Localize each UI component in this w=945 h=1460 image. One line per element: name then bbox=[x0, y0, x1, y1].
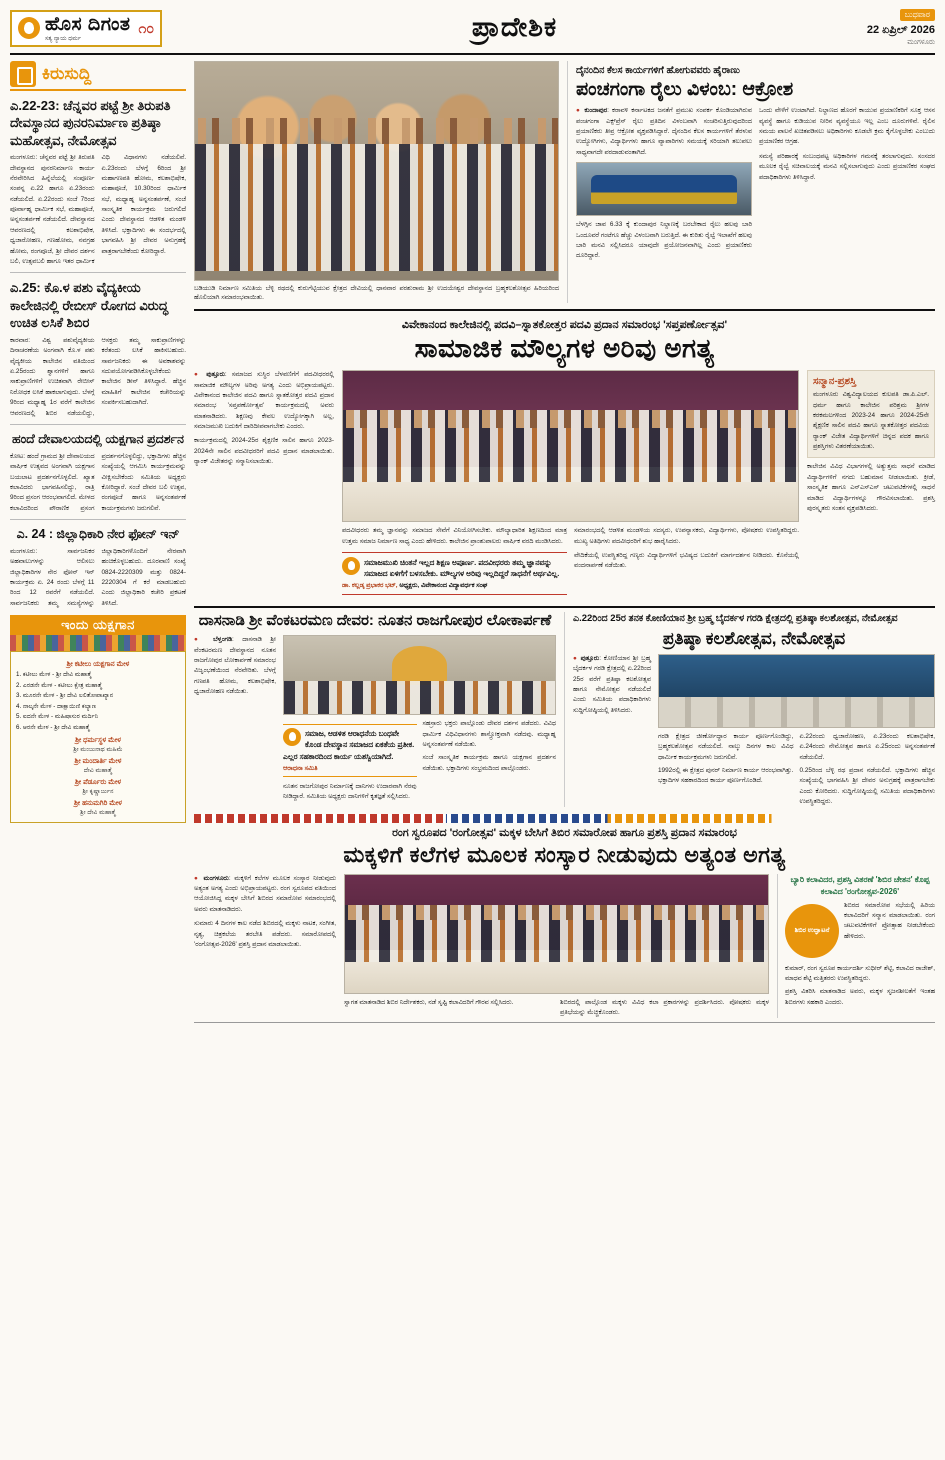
temple-body-3: ನೂತನ ರಾಜಗೋಪುರ ನಿರ್ಮಾಣಕ್ಕೆ ದಾನಿಗಳು ಉದಾರವಾಗಿ ನೆರವು ನೀಡಿದ್ದಾರೆ. ಸಮಿತಿಯ ಅಧ್ಯಕ್ಷರು ದಾನಿಗಳಿಗೆ ಕೃತಜ್ಞತೆ ಸಲ್ಲಿಸಿದರು. bbox=[283, 782, 417, 801]
bottom-story: ರಂಗ ಸ್ವರೂಪದ 'ರಂಗೋತ್ಸವ' ಮಕ್ಕಳ ಬೇಸಿಗೆ ತಿಬಿರ ಸಮಾರೋಪ ಹಾಗೂ ಪ್ರಶಸ್ತಿ ಪ್ರದಾನ ಸಮಾರಂಭ ಮಕ್ಕಳಿಗೆ ಕಲೆಗಳ ಮೂಲಕ ಸಂಸ್ಕಾರ ನೀಡುವುದು ಅತ್ಯಂತ ಅಗತ್ಯ ● ಮಂಗಳೂರು: ಮಕ್ಕಳಿಗೆ ಕಲೆಗಳ ಮೂಲಕ ಸಂಸ್ಕಾರ ನೀಡುವುದು ಅತ್ಯಂತ ಅಗತ್ಯ ಎಂದು ಅಭಿಪ್ರಾಯಪಟ್ಟರು. ರಂಗ ಸ್ವರೂಪದ ವತಿಯಿಂದ ಆಯೋಜಿಸಿದ್ದ ಮಕ್ಕಳ ಬೇಸಿಗೆ ಶಿಬಿರದ ಸಮಾರೋಪ ಸಮಾರಂಭದಲ್ಲಿ ಅವರು ಮಾತನಾಡಿದರು. ಸುಮಾರು 4 ದಿನಗಳ ಕಾಲ ನಡೆದ ಶಿಬಿರದಲ್ಲಿ ಮಕ್ಕಳು ನಾಟಕ, ಸಂಗೀತ, ನೃತ್ಯ, ಚಿತ್ರಕಲೆಯ ತರಬೇತಿ ಪಡೆದರು. ಸಮಾರೋಪದಲ್ಲಿ 'ರಂಗೋತ್ಸವ-2026' ಪ್ರಶಸ್ತಿ ಪ್ರದಾನ ಮಾಡಲಾಯಿತು. ಸ್ವಾಗತ ಮಾತನಾಡಿದ ಶಿಬಿರ ನಿರ್ದೇಶಕರು, ನಡೆ ಸೃಷ್ಟಿ ಕಲಾವಿದರಿಗೆ ಗೌರವ ಸಲ್ಲಿಸಿದರು. ಶಿಬಿರದಲ್ಲಿ ಪಾಲ್ಗೊಂಡ ಮಕ್ಕಳು ವಿವಿಧ ಕಲಾ ಪ್ರಕಾರಗಳನ್ನು ಪ್ರದರ್ಶಿಸಿದರು. ಪೋಷಕರು ಮಕ್ಕಳ ಪ್ರತಿಭೆಯನ್ನು ಮೆಚ್ಚಿಕೊಂಡರು. ಬ್ಯಾರಿ ಕಲಾವಿದರ, ಪ್ರಶಸ್ತಿ ವಿತರಣೆ 'ಶಿಬಿರ ಚೇತನ' ಕೊಪ್ಪ ಕಲಾವಿದ 'ರಂಗೋತ್ಸವ-2026' ಶಿಬಿರ ಉದ್ಘಾಟನೆ ಶಿಬಿರದ ಸಮಾರೋಪ ಸಭೆಯಲ್ಲಿ ಹಿರಿಯ ಕಲಾವಿದರಿಗೆ ಸನ್ಮಾನ ಮಾಡಲಾಯಿತು. ರಂಗ ಚಟುವಟಿಕೆಗಳಿಗೆ ಪ್ರೋತ್ಸಾಹ ನೀಡಬೇಕೆಂದು ಹೇಳಿದರು. ಕುಮಾರ್, ರಂಗ ಸ್ವರೂಪ ಕಾರ್ಯದರ್ಶಿ ಸುಧೀರ್ ಶೆಟ್ಟಿ, ಕಲಾವಿದ ರಾಜೇಶ್, ಮಾಧವ ಶೆಟ್ಟಿ ಮತ್ತಿತರರು ಉಪಸ್ಥಿತರಿದ್ದರು. ಪ್ರಶಸ್ತಿ ವಿತರಿಸಿ ಮಾತನಾಡಿದ ಅವರು, ಮಕ್ಕಳ ಸೃಜನಶೀಲತೆಗೆ ಇಂತಹ ಶಿಬಿರಗಳು ಸಹಕಾರಿ ಎಂದರು. bbox=[194, 827, 935, 1018]
main-headline[interactable]: ಸಾಮಾಜಿಕ ಮೌಲ್ಯಗಳ ಅರಿವು ಅಗತ್ಯ bbox=[414, 333, 715, 364]
main-body-3: ಕಾರ್ಯಕ್ರಮದಲ್ಲಿ 2024-25ರ ಶೈಕ್ಷಣಿಕ ಸಾಲಿನ ಹಾಗೂ 2023-2024ನೇ ಸಾಲಿನ ಪದವೀಧರರಿಗೆ ಪದವಿ ಪ್ರದಾನ ಮಾಡಲಾಯಿತು. ರ‍್ಯಾಂಕ್ ವಿಜೇತರನ್ನು ಸನ್ಮಾನಿಸಲಾಯಿತು. bbox=[194, 437, 334, 466]
content-row-middle bbox=[194, 606, 935, 807]
masthead bbox=[10, 8, 935, 55]
bottom-right-block bbox=[777, 874, 935, 1019]
kalasha-body-1: : ಕೋಣಿಯಾನ ಶ್ರೀ ಬ್ರಹ್ಮ ಬೈದರ್ಕಳ ಗರಡಿ ಕ್ಷೇತ್ರದಲ್ಲಿ ಏ.22ರಿಂದ 25ರ ವರೆಗೆ ಪ್ರತಿಷ್ಠಾ ಕಲಶೋತ್ಸವ ಹಾಗೂ ನೇಮೋತ್ಸವ ನಡೆಯಲಿದೆ ಎಂದು ಸಮಿತಿಯ ಪದಾಧಿಕಾರಿಗಳು ಸುದ್ದಿಗೋಷ್ಠಿಯಲ್ಲಿ ತಿಳಿಸಿದರು. bbox=[573, 654, 652, 714]
brief-body-4: ಮಂಗಳೂರು: ಸಾರ್ವಜನಿಕರ ಅಹವಾಲುಗಳನ್ನು ಆಲಿಸಲು ಜಿಲ್ಲಾಧಿಕಾರಿಗಳ ನೇರ ಫೋನ್ ಇನ್ ಕಾರ್ಯಕ್ರಮ ಏ. 24 ರಂದು ಬೆಳಗ್ಗೆ 11 ರಿಂದ 12 ರವರೆಗೆ ನಡೆಯಲಿದೆ. ಸಾರ್ವಜನಿಕರು ತಮ್ಮ ಸಮಸ್ಯೆಗಳನ್ನು ಜಿಲ್ಲಾಧಿಕಾರಿಗಳೊಂದಿಗೆ ನೇರವಾಗಿ ಹಂಚಿಕೊಳ್ಳಬಹುದು. ದೂರವಾಣಿ ಸಂಖ್ಯೆ 0824-2220309 ಮತ್ತು 0824-2220304 ಗೆ ಕರೆ ಮಾಡಬಹುದು ಎಂದು ಜಿಲ್ಲಾಧಿಕಾರಿ ಕಚೇರಿ ಪ್ರಕಟಣೆ ತಿಳಿಸಿದೆ. bbox=[10, 547, 186, 607]
rail-body-1: : ಕರಾವಳಿ ಕರ್ನಾಟಕದ ಜನತೆಗೆ ಪ್ರಮುಖ ಸಂಪರ್ಕ ಕೊಂಡಿಯಾಗಿರುವ ಪಂಚಗಂಗಾ ಎಕ್ಸ್‌ಪ್ರೆಸ್ ರೈಲು ಪ್ರತಿದಿನ ವಿಳಂಬವಾಗಿ ಸಂಚರಿಸುತ್ತಿರುವುದರಿಂದ ಪ್ರಯಾಣಿಕರು ತೀವ್ರ ಆಕ್ರೋಶ ವ್ಯಕ್ತಪಡಿಸಿದ್ದಾರೆ. ದೈನಂದಿನ ಕೆಲಸ ಕಾರ್ಯಗಳಿಗೆ ತೆರಳುವ ಉದ್ಯೋಗಿಗಳು, ವಿದ್ಯಾರ್ಥಿಗಳು ಹಾಗೂ ವ್ಯಾಪಾರಿಗಳು ಸಮಯಕ್ಕೆ ಸರಿಯಾಗಿ ತಲುಪಲು ಸಾಧ್ಯವಾಗದೇ ಪರದಾಡುವಂತಾಗಿದೆ. bbox=[576, 107, 752, 156]
bottom-headline[interactable]: ಮಕ್ಕಳಿಗೆ ಕಲೆಗಳ ಮೂಲಕ ಸಂಸ್ಕಾರ ನೀಡುವುದು ಅತ್ಯಂತ ಅಗತ್ಯ bbox=[343, 842, 786, 868]
bottom-body-3: ಶಿಬಿರದಲ್ಲಿ ಪಾಲ್ಗೊಂಡ ಮಕ್ಕಳು ವಿವಿಧ ಕಲಾ ಪ್ರಕಾರಗಳನ್ನು ಪ್ರದರ್ಶಿಸಿದರು. ಪೋಷಕರು ಮಕ್ಕಳ ಪ್ರತಿಭೆಯನ್ನು ಮೆಚ್ಚಿಕೊಂಡರು. bbox=[560, 998, 769, 1017]
kalasha-body-5: 0.25ರಿಂದ ಬೆಳ್ಳಿ ರಥ ಪ್ರದಾನ ನಡೆಯಲಿದೆ. ಭಕ್ತಾದಿಗಳು ಹೆಚ್ಚಿನ ಸಂಖ್ಯೆಯಲ್ಲಿ ಭಾಗವಹಿಸಿ ಶ್ರೀ ದೇವರ ಅನುಗ್ರಹಕ್ಕೆ ಪಾತ್ರರಾಗಬೇಕು ಎಂದು ಕೋರಿದರು. ಸುದ್ದಿಗೋಷ್ಠಿಯಲ್ಲಿ ಸಮಿತಿಯ ಪದಾಧಿಕಾರಿಗಳು ಉಪಸ್ಥಿತರಿದ್ದರು. bbox=[799, 766, 935, 806]
yakshagana-line-4: 4. ನಾಲ್ಕನೇ ಮೇಳ - ದಾಕ್ಷಾಯಿಣಿ ಕಲ್ಯಾಣ bbox=[16, 702, 97, 710]
pull-quote-text: ಸಮಾಜಮುಖಿ ಚಿಂತನೆ ಇಲ್ಲದ ಶಿಕ್ಷಣ ಅಪೂರ್ಣ. ಪದವೀಧರರು ತಮ್ಮ ಜ್ಞಾನವನ್ನು ಸಮಾಜದ ಏಳಿಗೆಗೆ ಬಳಸಬೇಕು. ಮೌಲ್ಯಗಳ ಅರಿವು ಇಲ್ಲದಿದ್ದರೆ ಸಾಧನೆಗೆ ಅರ್ಥವಿಲ್ಲ. bbox=[364, 557, 560, 579]
rail-photo bbox=[576, 162, 752, 216]
main-story bbox=[194, 309, 935, 600]
side-box-body-2: ಕಾಲೇಜಿನ ವಿವಿಧ ವಿಭಾಗಗಳಲ್ಲಿ ಅತ್ಯುತ್ತಮ ಸಾಧನೆ ಮಾಡಿದ ವಿದ್ಯಾರ್ಥಿಗಳಿಗೆ ನಗದು ಬಹುಮಾನ ನೀಡಲಾಯಿತು. ಕ್ರೀಡೆ, ಸಾಂಸ್ಕೃತಿಕ ಹಾಗೂ ಎನ್‌ಎಸ್‌ಎಸ್ ಚಟುವಟಿಕೆಗಳಲ್ಲಿ ಸಾಧನೆ ಮಾಡಿದ ವಿದ್ಯಾರ್ಥಿಗಳನ್ನೂ ಗೌರವಿಸಲಾಯಿತು. ಪ್ರಶಸ್ತಿ ಪುರಸ್ಕೃತರು ಸಂತಸ ವ್ಯಕ್ತಪಡಿಸಿದರು. bbox=[807, 463, 935, 512]
decor-colorbar bbox=[194, 814, 935, 823]
pull-quote-author: ಡಾ. ಕಲ್ಲಡ್ಕ ಪ್ರಭಾಕರ ಭಟ್, bbox=[342, 582, 398, 590]
yakshagana-group-2-title: ಶ್ರೀ ಮಂದಾರ್ತಿ ಮೇಳ bbox=[74, 758, 122, 766]
brief-headline-3[interactable]: ಹಂದೆ ದೇವಾಲಯದಲ್ಲಿ ಯಕ್ಷಗಾನ ಪ್ರದರ್ಶನ bbox=[11, 431, 185, 446]
rail-kicker: ದೈನಂದಿನ ಕೆಲಸ ಕಾರ್ಯಗಳಿಗೆ ಹೋಗುವವರು ಹೈರಾಣು bbox=[576, 64, 740, 76]
kalasha-story: ಎ.22ರಿಂದ 25ರ ತನಕ ಕೋಣಿಯಾನ ಶ್ರೀ ಬ್ರಹ್ಮ ಬೈದರ್ಕಳ ಗರಡಿ ಕ್ಷೇತ್ರದಲ್ಲಿ ಪ್ರತಿಷ್ಠಾ ಕಲಶೋತ್ಸವ, ನೇಮೋತ್ಸವ ಪ್ರತಿಷ್ಠಾ ಕಲಶೋತ್ಸವ, ನೇಮೋತ್ಸವ ● ಪುತ್ತೂರು: ಕೋಣಿಯಾನ ಶ್ರೀ ಬ್ರಹ್ಮ ಬೈದರ್ಕಳ ಗರಡಿ ಕ್ಷೇತ್ರದಲ್ಲಿ ಏ.22ರಿಂದ 25ರ ವರೆಗೆ ಪ್ರತಿಷ್ಠಾ ಕಲಶೋತ್ಸವ ಹಾಗೂ ನೇಮೋತ್ಸವ ನಡೆಯಲಿದೆ ಎಂದು ಸಮಿತಿಯ ಪದಾಧಿಕಾರಿಗಳು ಸುದ್ದಿಗೋಷ್ಠಿಯಲ್ಲಿ ತಿಳಿಸಿದರು. ಗರಡಿ ಕ್ಷೇತ್ರದ ಜೀರ್ಣೋದ್ಧಾರ ಕಾರ್ಯ ಪೂರ್ಣಗೊಂಡಿದ್ದು, ಬ್ರಹ್ಮಕಲಶೋತ್ಸವ ನಡೆಯಲಿದೆ. ನಾಲ್ಕು ದಿನಗಳ ಕಾಲ ವಿವಿಧ ಧಾರ್ಮಿಕ ಕಾರ್ಯಕ್ರಮಗಳು ಜರುಗಲಿವೆ. 1992ರಲ್ಲಿ ಈ ಕ್ಷೇತ್ರದ ಪುನರ್ ನಿರ್ಮಾಣ ಕಾರ್ಯ ಆರಂಭವಾಗಿತ್ತು. ಭಕ್ತಾದಿಗಳ ಸಹಕಾರದಿಂದ ಕಾರ್ಯ ಪೂರ್ಣಗೊಂಡಿದೆ. ಏ.22ರಂದು ಧ್ವಜಾರೋಹಣ, ಏ.23ರಂದು ಕಲಶಾಭಿಷೇಕ, ಏ.24ರಂದು ನೇಮೋತ್ಸವ ಹಾಗೂ ಏ.25ರಂದು ಅನ್ನಸಂತರ್ಪಣೆ ನಡೆಯಲಿದೆ. 0.25ರಿಂದ ಬೆಳ್ಳಿ ರಥ ಪ್ರದಾನ ನಡೆಯಲಿದೆ. ಭಕ್ತಾದಿಗಳು ಹೆಚ್ಚಿನ ಸಂಖ್ಯೆಯಲ್ಲಿ ಭಾಗವಹಿಸಿ ಶ್ರೀ ದೇವರ ಅನುಗ್ರಹಕ್ಕೆ ಪಾತ್ರರಾಗಬೇಕು ಎಂದು ಕೋರಿದರು. ಸುದ್ದಿಗೋಷ್ಠಿಯಲ್ಲಿ ಸಮಿತಿಯ ಪದಾಧಿಕಾರಿಗಳು ಉಪಸ್ಥಿತರಿದ್ದರು. bbox=[564, 612, 935, 807]
main-photo-block bbox=[342, 370, 799, 600]
brief-headline-2[interactable]: ಎ.25: ಕೊ.ಳ ಪಶು ವೈದ್ಯಕೀಯ ಕಾಲೇಜಿನಲ್ಲಿ ರೇಬೀಸ್ ರೋಗದ ವಿರುದ್ಧ ಉಚಿತ ಲಸಿಕೆ ಶಿಬಿರ bbox=[10, 280, 169, 331]
edition-place: ಮಂಗಳೂರು bbox=[907, 39, 935, 46]
brief-body-3: ಕೋಟ: ಹಂದೆ ಗ್ರಾಮದ ಶ್ರೀ ದೇವಾಲಯದ ವಾರ್ಷಿಕ ಉತ್ಸವದ ಅಂಗವಾಗಿ ಯಕ್ಷಗಾನ ಬಯಲಾಟ ಪ್ರದರ್ಶನಗೊಳ್ಳಲಿದೆ. ಖ್ಯಾತ ಕಲಾವಿದರು ಭಾಗವಹಿಸಲಿದ್ದು, ರಾತ್ರಿ 9ರಿಂದ ಪ್ರಸಂಗ ಆರಂಭವಾಗಲಿದೆ. ಮೇಳದ ಕಲಾವಿದರಿಂದ ಪೌರಾಣಿಕ ಪ್ರಸಂಗ ಪ್ರದರ್ಶನಗೊಳ್ಳಲಿದ್ದು, ಭಕ್ತಾದಿಗಳು ಹೆಚ್ಚಿನ ಸಂಖ್ಯೆಯಲ್ಲಿ ಆಗಮಿಸಿ ಕಾರ್ಯಕ್ರಮವನ್ನು ವೀಕ್ಷಿಸಬೇಕೆಂದು ಸಮಿತಿಯ ಅಧ್ಯಕ್ಷರು ಕೋರಿದ್ದಾರೆ. ಸಂಜೆ ದೇವರ ಬಲಿ ಉತ್ಸವ, ರಂಗಪೂಜೆ ಹಾಗೂ ಅನ್ನಸಂತರ್ಪಣೆ ಕಾರ್ಯಕ್ರಮಗಳು ಜರುಗಲಿವೆ. bbox=[10, 452, 186, 512]
brief-body-1: ಮಂಗಳೂರು: ಚೆನ್ನವರ ಪಟ್ಟೆ ಶ್ರೀ ತಿರುಪತಿ ದೇವಸ್ಥಾನದ ಪುನರನಿರ್ಮಾಣ ಕಾರ್ಯ ನೆರವೇರಿಸಿದ ಹಿನ್ನೆಲೆಯಲ್ಲಿ ಸಂಪೂರ್ಣ ಸಂಪನ್ನ ಏ.22 ಹಾಗೂ ಏ.23ರಂದು ನಡೆಯಲಿದೆ. ಏ.22ರಂದು ಸಂಜೆ 7ರಿಂದ ಪೂರ್ವಾಹ್ನ ಧಾರ್ಮಿಕ ಸಭೆ, ಮಹಾಪೂಜೆ, ಅನ್ನಸಂತರ್ಪಣೆ ನಡೆಯಲಿದೆ. ದೇವಸ್ಥಾನದ ಆವರಣದಲ್ಲಿ ಕಲಶಾಭಿಷೇಕ, ಧ್ವಜಾರೋಹಣ, ಗಣಹೋಮ, ನವಗ್ರಹ ಹೋಮ, ರಂಗಪೂಜೆ, ಶ್ರೀ ದೇವರ ದರ್ಶನ ಬಲಿ, ಉತ್ಸವಬಲಿ ಹಾಗೂ ಇತರ ಧಾರ್ಮಿಕ ವಿಧಿ ವಿಧಾನಗಳು ನಡೆಯಲಿವೆ. ಏ.23ರಂದು ಬೆಳಗ್ಗೆ 6ರಿಂದ ಶ್ರೀ ಮಹಾಗಣಪತಿ ಹೋಮ, ಕಲಶಾಭಿಷೇಕ, ಮಹಾಪೂಜೆ, 10.30ರಿಂದ ಧಾರ್ಮಿಕ ಸಭೆ, ಮಧ್ಯಾಹ್ನ ಅನ್ನಸಂತರ್ಪಣೆ, ಸಂಜೆ ಸಾಂಸ್ಕೃತಿಕ ಕಾರ್ಯಕ್ರಮ ಜರುಗಲಿದೆ ಎಂದು ದೇವಸ್ಥಾನದ ಆಡಳಿತ ಮಂಡಳಿ ತಿಳಿಸಿದೆ. ಭಕ್ತಾದಿಗಳು ಈ ಸಂದರ್ಭದಲ್ಲಿ ಭಾಗವಹಿಸಿ ಶ್ರೀ ದೇವರ ಅನುಗ್ರಹಕ್ಕೆ ಪಾತ್ರರಾಗಬೇಕೆಂದು ಕೋರಿದ್ದಾರೆ. bbox=[10, 154, 186, 265]
brief-icon bbox=[10, 61, 36, 87]
page-number: ೧೦ bbox=[138, 19, 155, 36]
rail-body-4: ಸಮಸ್ಯೆ ಪರಿಹಾರಕ್ಕೆ ಸಂಬಂಧಪಟ್ಟ ಅಧಿಕಾರಿಗಳ ಗಮನಕ್ಕೆ ತರಲಾಗುವುದು. ಸಂಸದರ ಮೂಲಕ ರೈಲ್ವೆ ಸಚಿವಾಲಯಕ್ಕೆ ಮನವಿ ಸಲ್ಲಿಸಲಾಗುವುದು ಎಂದು ಪ್ರಯಾಣಿಕರ ಸಂಘದ ಪದಾಧಿಕಾರಿಗಳು ತಿಳಿಸಿದ್ದಾರೆ. bbox=[759, 152, 935, 181]
kalasha-body-4: 1992ರಲ್ಲಿ ಈ ಕ್ಷೇತ್ರದ ಪುನರ್ ನಿರ್ಮಾಣ ಕಾರ್ಯ ಆರಂಭವಾಗಿತ್ತು. ಭಕ್ತಾದಿಗಳ ಸಹಕಾರದಿಂದ ಕಾರ್ಯ ಪೂರ್ಣಗೊಂಡಿದೆ. bbox=[658, 766, 794, 785]
yakshagana-group-2-name: ದೇವಿ ಮಹಾತ್ಮೆ bbox=[83, 767, 113, 775]
publication-date: 22 ಏಪ್ರಿಲ್ 2026 bbox=[866, 23, 935, 36]
camp-inauguration-badge: ಶಿಬಿರ ಉದ್ಘಾಟನೆ bbox=[785, 904, 839, 958]
main-body-2: ಪದವೀಧರರು ತಮ್ಮ ಜ್ಞಾನವನ್ನು ಸಮಾಜದ ಸೇವೆಗೆ ವಿನಿಯೋಗಿಸಬೇಕು. ಮೌಲ್ಯಾಧಾರಿತ ಶಿಕ್ಷಣದಿಂದ ಮಾತ್ರ ಉತ್ತಮ ಸಮಾಜ ನಿರ್ಮಾಣ ಸಾಧ್ಯ ಎಂದು ಹೇಳಿದರು. ಕಾಲೇಜಿನ ಪ್ರಾಂಶುಪಾಲರು ವಾರ್ಷಿಕ ವರದಿ ಮಂಡಿಸಿದರು. bbox=[342, 527, 567, 545]
newspaper-logo bbox=[10, 10, 162, 47]
temple-dateline: ಬೆಳ್ತಂಗಡಿ bbox=[213, 636, 233, 644]
kalasha-body-2: ಗರಡಿ ಕ್ಷೇತ್ರದ ಜೀರ್ಣೋದ್ಧಾರ ಕಾರ್ಯ ಪೂರ್ಣಗೊಂಡಿದ್ದು, ಬ್ರಹ್ಮಕಲಶೋತ್ಸವ ನಡೆಯಲಿದೆ. ನಾಲ್ಕು ದಿನಗಳ ಕಾಲ ವಿವಿಧ ಧಾರ್ಮಿಕ ಕಾರ್ಯಕ್ರಮಗಳು ಜರುಗಲಿವೆ. bbox=[658, 732, 794, 761]
main-body-4: ಸಮಾರಂಭದಲ್ಲಿ ಆಡಳಿತ ಮಂಡಳಿಯ ಸದಸ್ಯರು, ಉಪನ್ಯಾಸಕರು, ವಿದ್ಯಾರ್ಥಿಗಳು, ಪೋಷಕರು ಉಪಸ್ಥಿತರಿದ್ದರು. ಮುಖ್ಯ ಅತಿಥಿಗಳು ಪದವೀಧರರಿಗೆ ಶುಭ ಹಾರೈಸಿದರು. bbox=[574, 527, 799, 545]
side-box-body: ಮಂಗಳೂರು ವಿಶ್ವವಿದ್ಯಾಲಯದ ಕುಲಪತಿ ಡಾ.ಪಿ.ಎಲ್. ಧರ್ಮ ಹಾಗೂ ಕಾಲೇಜಿನ ಪರಿಶ್ರಮ ಶ್ರೀಗಳ ಕರಕಮಲಗಳಿಂದ 2023-24 ಹಾಗೂ 2024-25ನೇ ಶೈಕ್ಷಣಿಕ ಸಾಲಿನ ಪದವಿ ಹಾಗೂ ಸ್ನಾತಕೋತ್ತರ ಪದವಿಯ ರ‍್ಯಾಂಕ್ ವಿಜೇತ ವಿದ್ಯಾರ್ಥಿಗಳಿಗೆ ಚಿನ್ನದ ಪದಕ ಹಾಗೂ ಪ್ರಶಸ್ತಿಗಳು ವಿತರಣೆಯಾಯಿತು. bbox=[813, 391, 929, 451]
top-photo-caption: ಬಡಿಯುಡಿ ನಿರ್ಮಾಣ ಸಮಿತಿಯ ಬೆಳ್ಳಿ ರಥದಲ್ಲಿ ಕುರುಗೆಟ್ಟಿಯುವ ಕ್ಷೇತ್ರದ ದೇವಿಯಲ್ಲಿ ಧಾನವಾರ ಪರಶುರಾಮ ಶ್ರೀ ಉದಯೇಶ್ವರ ದೇವಸ್ಥಾನದ ಬ್ರಹ್ಮಕಲಶೋತ್ಸವ ಹಿರಿಯರಿಂದ ಹೊಲಿಯಾಗಿ ಸಮಾರಂಭವಾಯಿತು. bbox=[194, 284, 559, 302]
brief-headline-4[interactable]: ಎ. 24 : ಜಿಲ್ಲಾಧಿಕಾರಿ ನೇರ ಫೋನ್ ಇನ್ bbox=[16, 527, 180, 542]
yakshagana-group-4-title: ಶ್ರೀ ಹನುಮಗಿರಿ ಮೇಳ bbox=[74, 800, 122, 808]
kalasha-body-3: ಏ.22ರಂದು ಧ್ವಜಾರೋಹಣ, ಏ.23ರಂದು ಕಲಶಾಭಿಷೇಕ, ಏ.24ರಂದು ನೇಮೋತ್ಸವ ಹಾಗೂ ಏ.25ರಂದು ಅನ್ನಸಂತರ್ಪಣೆ ನಡೆಯಲಿದೆ. bbox=[799, 732, 935, 761]
yakshagana-decor-strip bbox=[10, 635, 186, 651]
left-rail bbox=[10, 61, 186, 1024]
main-body-1: : ಸಮಾಜದ ಸುಸ್ಥಿರ ಬೆಳವಣಿಗೆಗೆ ಪದವೀಧರರಲ್ಲಿ ಸಾಮಾಜಿಕ ಮೌಲ್ಯಗಳ ಅರಿವು ಅಗತ್ಯ ಎಂದು ಅಭಿಪ್ರಾಯಪಟ್ಟರು. ವಿವೇಕಾನಂದ ಕಾಲೇಜಿನ ಪದವಿ ಹಾಗೂ ಸ್ನಾತಕೋತ್ತರ ಪದವಿ ಪ್ರದಾನ ಸಮಾರಂಭ 'ಸಪ್ತಪರ್ಣೋತ್ಸವ' ಕಾರ್ಯಕ್ರಮದಲ್ಲಿ ಅವರು ಮಾತನಾಡಿದರು. ಶಿಕ್ಷಣವು ಕೇವಲ ಉದ್ಯೋಗಕ್ಕಾಗಿ ಅಲ್ಲ, ಸಮಾಜಮುಖಿ ಬದುಕಿಗೆ ದಾರಿದೀಪವಾಗಬೇಕು ಎಂದರು. bbox=[194, 371, 334, 431]
rail-dateline: ಕುಂದಾಪುರ bbox=[584, 107, 608, 115]
top-photo-block bbox=[194, 61, 559, 304]
pull-quote bbox=[342, 552, 567, 596]
weekday-badge: ಬುಧವಾರ bbox=[900, 9, 935, 21]
yakshagana-title: ಇಂದು ಯಕ್ಷಗಾನ bbox=[10, 615, 186, 635]
yakshagana-group-3-title: ಶ್ರೀ ಪೆರ್ಡೂರು ಮೇಳ bbox=[74, 779, 122, 787]
kalasha-dateline: ಪುತ್ತೂರು bbox=[580, 654, 600, 662]
masthead-date-block bbox=[867, 8, 935, 49]
bottom-body-2: ಸುಮಾರು 4 ದಿನಗಳ ಕಾಲ ನಡೆದ ಶಿಬಿರದಲ್ಲಿ ಮಕ್ಕಳು ನಾಟಕ, ಸಂಗೀತ, ನೃತ್ಯ, ಚಿತ್ರಕಲೆಯ ತರಬೇತಿ ಪಡೆದರು. ಸಮಾರೋಪದಲ್ಲಿ 'ರಂಗೋತ್ಸವ-2026' ಪ್ರಶಸ್ತಿ ಪ್ರದಾನ ಮಾಡಲಾಯಿತು. bbox=[194, 920, 336, 948]
temple-story: ದಾಸನಾಡಿ ಶ್ರೀ ವೆಂಕಟರಮಣ ದೇವರ: ನೂತನ ರಾಜಗೋಪುರ ಲೋಕಾರ್ಪಣೆ ● ಬೆಳ್ತಂಗಡಿ: ದಾಸನಾಡಿ ಶ್ರೀ ವೆಂಕಟರಮಣ ದೇವಸ್ಥಾನದ ನೂತನ ರಾಜಗೋಪುರ ಲೋಕಾರ್ಪಣೆ ಸಮಾರಂಭ ವಿಜೃಂಭಣೆಯಿಂದ ನೆರವೇರಿತು. ಬೆಳಗ್ಗೆ ಗಣಪತಿ ಹೋಮ, ಕಲಶಾಭಿಷೇಕ, ಧ್ವಜಾರೋಹಣ ನಡೆಯಿತು. ಸಮಾಜ, ಆಡಳಿತ ಆರಾಧನೆಯ ಬಂಧವೇ ಕೊಂಡ ದೇವಸ್ಥಾನ ಸಮಾಜದ ಏಕತೆಯ ಪ್ರತೀಕ. ಎಲ್ಲರ ಸಹಕಾರದಿಂದ ಕಾರ್ಯ ಯಶಸ್ವಿಯಾಗಿದೆ. ಆರಾಧನಾ ಸಮಿತಿ ನೂತನ ರಾಜಗೋಪುರ ನಿರ್ಮಾಣಕ್ಕೆ ದಾನಿಗಳು ಉದಾರವಾಗಿ ನೆರವು ನೀಡಿದ್ದಾರೆ. ಸಮಿತಿಯ ಅಧ್ಯಕ್ಷರು ದಾನಿಗಳಿಗೆ ಕೃತಜ್ಞತೆ ಸಲ್ಲಿಸಿದರು. ಸಹಸ್ರಾರು ಭಕ್ತರು ಪಾಲ್ಗೊಂಡು ದೇವರ ದರ್ಶನ ಪಡೆದರು. ವಿವಿಧ ಧಾರ್ಮಿಕ ವಿಧಿವಿಧಾನಗಳು ಶಾಸ್ತ್ರೋಕ್ತವಾಗಿ ನಡೆದವು. ಮಧ್ಯಾಹ್ನ ಅನ್ನಸಂತರ್ಪಣೆ ನಡೆಯಿತು. ಸಂಜೆ ಸಾಂಸ್ಕೃತಿಕ ಕಾರ್ಯಕ್ರಮ ಹಾಗೂ ಯಕ್ಷಗಾನ ಪ್ರದರ್ಶನ ನಡೆಯಿತು. ಭಕ್ತಾದಿಗಳು ಸಂಭ್ರಮದಿಂದ ಪಾಲ್ಗೊಂಡರು. bbox=[194, 612, 556, 807]
top-photo bbox=[194, 61, 559, 281]
bottom-right-body-3: ಪ್ರಶಸ್ತಿ ವಿತರಿಸಿ ಮಾತನಾಡಿದ ಅವರು, ಮಕ್ಕಳ ಸೃಜನಶೀಲತೆಗೆ ಇಂತಹ ಶಿಬಿರಗಳು ಸಹಕಾರಿ ಎಂದರು. bbox=[785, 988, 935, 1006]
bottom-photo-caption: ಸ್ವಾಗತ ಮಾತನಾಡಿದ ಶಿಬಿರ ನಿರ್ದೇಶಕರು, ನಡೆ ಸೃಷ್ಟಿ ಕಲಾವಿದರಿಗೆ ಗೌರವ ಸಲ್ಲಿಸಿದರು. bbox=[344, 998, 514, 1006]
brief-body-2: ಕಾರವಾರ: ವಿಶ್ವ ಪಶುವೈದ್ಯಕೀಯ ದಿನಾಚರಣೆಯ ಅಂಗವಾಗಿ ಕೊ.ಳ ಪಶು ವೈದ್ಯಕೀಯ ಕಾಲೇಜಿನ ವತಿಯಿಂದ ಏ.25ರಂದು ಶ್ವಾನಗಳಿಗೆ ಹಾಗೂ ಸಾಕುಪ್ರಾಣಿಗಳಿಗೆ ಉಚಿತವಾಗಿ ರೇಬೀಸ್ ನಿರೋಧಕ ಲಸಿಕೆ ಹಾಕಲಾಗುವುದು. ಬೆಳಗ್ಗೆ 9ರಿಂದ ಮಧ್ಯಾಹ್ನ 1ರ ವರೆಗೆ ಕಾಲೇಜಿನ ಆವರಣದಲ್ಲಿ ಶಿಬಿರ ನಡೆಯಲಿದ್ದು, ಆಸಕ್ತರು ತಮ್ಮ ಸಾಕುಪ್ರಾಣಿಗಳನ್ನು ಕರೆತಂದು ಲಸಿಕೆ ಹಾಕಿಸಬಹುದು. ಸಾರ್ವಜನಿಕರು ಈ ಅವಕಾಶವನ್ನು ಸದುಪಯೋಗಪಡಿಸಿಕೊಳ್ಳಬೇಕೆಂದು ಕಾಲೇಜಿನ ಡೀನ್ ತಿಳಿಸಿದ್ದಾರೆ. ಹೆಚ್ಚಿನ ಮಾಹಿತಿಗೆ ಕಾಲೇಜಿನ ಕಚೇರಿಯನ್ನು ಸಂಪರ್ಕಿಸಬಹುದಾಗಿದೆ. bbox=[10, 336, 186, 417]
temple-quote-text: ಸಮಾಜ, ಆಡಳಿತ ಆರಾಧನೆಯ ಬಂಧವೇ ಕೊಂಡ ದೇವಸ್ಥಾನ ಸಮಾಜದ ಏಕತೆಯ ಪ್ರತೀಕ. ಎಲ್ಲರ ಸಹಕಾರದಿಂದ ಕಾರ್ಯ ಯಶಸ್ವಿಯಾಗಿದೆ. bbox=[283, 729, 415, 761]
side-box-title: ಸನ್ಮಾನ-ಪ್ರಶಸ್ತಿ bbox=[813, 376, 857, 388]
content-row-top bbox=[10, 61, 935, 1024]
rail-body-2: ಬೆಳಗ್ಗಿನ ಜಾವ 6.33 ಕ್ಕೆ ಕುಂದಾಪುರ ನಿಲ್ದಾಣಕ್ಕೆ ಬರಬೇಕಾದ ರೈಲು ಹಲವು ಬಾರಿ ಒಂದೂವರೆ ಗಂಟೆಗೂ ಹೆಚ್ಚು ವಿಳಂಬವಾಗಿ ಬರುತ್ತಿದೆ. ಈ ಕುರಿತು ರೈಲ್ವೆ ಇಲಾಖೆಗೆ ಹಲವು ಬಾರಿ ಮನವಿ ಸಲ್ಲಿಸಿದರೂ ಯಾವುದೇ ಪ್ರಯೋಜನವಾಗಿಲ್ಲ ಎಂದು ಪ್ರಯಾಣಿಕರು ದೂರಿದ್ದಾರೆ. bbox=[576, 221, 752, 260]
section-title: ಪ್ರಾದೇಶಿಕ bbox=[471, 12, 558, 43]
yakshagana-box-title: ಶ್ರೀ ಕಟೀಲು ಯಕ್ಷಗಾನ ಮೇಳ bbox=[66, 661, 130, 669]
temple-body-2: ಸಹಸ್ರಾರು ಭಕ್ತರು ಪಾಲ್ಗೊಂಡು ದೇವರ ದರ್ಶನ ಪಡೆದರು. ವಿವಿಧ ಧಾರ್ಮಿಕ ವಿಧಿವಿಧಾನಗಳು ಶಾಸ್ತ್ರೋಕ್ತವಾಗಿ ನಡೆದವು. ಮಧ್ಯಾಹ್ನ ಅನ್ನಸಂತರ್ಪಣೆ ನಡೆಯಿತು. bbox=[422, 720, 556, 748]
temple-body-4: ಸಂಜೆ ಸಾಂಸ್ಕೃತಿಕ ಕಾರ್ಯಕ್ರಮ ಹಾಗೂ ಯಕ್ಷಗಾನ ಪ್ರದರ್ಶನ ನಡೆಯಿತು. ಭಕ್ತಾದಿಗಳು ಸಂಭ್ರಮದಿಂದ ಪಾಲ್ಗೊಂಡರು. bbox=[422, 754, 556, 772]
yakshagana-group-1-title: ಶ್ರೀ ಧರ್ಮಸ್ಥಳ ಮೇಳ bbox=[75, 737, 121, 745]
bottom-right-body: ಶಿಬಿರದ ಸಮಾರೋಪ ಸಭೆಯಲ್ಲಿ ಹಿರಿಯ ಕಲಾವಿದರಿಗೆ ಸನ್ಮಾನ ಮಾಡಲಾಯಿತು. ರಂಗ ಚಟುವಟಿಕೆಗಳಿಗೆ ಪ್ರೋತ್ಸಾಹ ನೀಡಬೇಕೆಂದು ಹೇಳಿದರು. bbox=[844, 901, 935, 940]
bottom-dateline: ಮಂಗಳೂರು bbox=[203, 874, 229, 882]
rail-body-3: ಒಂದು ವೇಳೆಗೆ ಉಂಟಾಗಿದೆ. ನಿಲ್ದಾಣದ ಹೊರಗೆ ಕಾಯುವ ಪ್ರಯಾಣಿಕರಿಗೆ ಸೂಕ್ತ ಆಸನ ವ್ಯವಸ್ಥೆ ಹಾಗೂ ಕುಡಿಯುವ ನೀರಿನ ವ್ಯವಸ್ಥೆಯೂ ಇಲ್ಲ ಎಂಬ ದೂರುಗಳಿವೆ. ರೈಲಿನ ಸಮಯ ಪಾಲನೆ ಖಚಿತಪಡಿಸಲು ಅಧಿಕಾರಿಗಳು ಕೂಡಲೇ ಕ್ರಮ ಕೈಗೊಳ್ಳಬೇಕು ಎಂಬುದು ಪ್ರಯಾಣಿಕರ ಆಗ್ರಹ. bbox=[759, 107, 935, 146]
yakshagana-group-3-name: ಶ್ರೀ ಕೃಷ್ಣಾರ್ಜುನ bbox=[82, 788, 114, 796]
main-column bbox=[194, 61, 935, 1024]
temple-quote-author: ಆರಾಧನಾ ಸಮಿತಿ bbox=[283, 764, 318, 772]
bottom-body-1: : ಮಕ್ಕಳಿಗೆ ಕಲೆಗಳ ಮೂಲಕ ಸಂಸ್ಕಾರ ನೀಡುವುದು ಅತ್ಯಂತ ಅಗತ್ಯ ಎಂದು ಅಭಿಪ್ರಾಯಪಟ್ಟರು. ರಂಗ ಸ್ವರೂಪದ ವತಿಯಿಂದ ಆಯೋಜಿಸಿದ್ದ ಮಕ್ಕಳ ಬೇಸಿಗೆ ಶಿಬಿರದ ಸಮಾರೋಪ ಸಮಾರಂಭದಲ್ಲಿ ಅವರು ಮಾತನಾಡಿದರು. bbox=[194, 874, 336, 913]
page-bottom-rule bbox=[194, 1022, 935, 1023]
brief-headline-1[interactable]: ಎ.22-23: ಚೆನ್ನವರ ಪಟ್ಟೆ ಶ್ರೀ ತಿರುಪತಿ ದೇವಸ್ಥಾನದ ಪುನರನಿರ್ಮಾಣ ಪ್ರತಿಷ್ಠಾ ಮಹೋತ್ಸವ, ನೇಮೋತ್ಸವ bbox=[10, 97, 171, 148]
newspaper-tagline: ಸತ್ಯ ನ್ಯಾಯ ಧರ್ಮ bbox=[45, 35, 81, 42]
temple-photo bbox=[283, 635, 556, 715]
kalasha-photo bbox=[658, 654, 935, 728]
kalasha-headline[interactable]: ಪ್ರತಿಷ್ಠಾ ಕಲಶೋತ್ಸವ, ನೇಮೋತ್ಸವ bbox=[662, 628, 846, 648]
yakshagana-line-1: 1. ಕಟೀಲು ಮೇಳ - ಶ್ರೀ ದೇವಿ ಮಹಾತ್ಮೆ bbox=[16, 671, 92, 679]
yakshagana-line-2: 2. ಎರಡನೇ ಮೇಳ - ಕಟೀಲು ಕ್ಷೇತ್ರ ಮಹಾತ್ಮೆ bbox=[16, 681, 103, 689]
yakshagana-group-1-name: ಶ್ರೀ ಮಂಜುನಾಥ ಮಹಿಮೆ bbox=[73, 746, 123, 754]
main-text-left: ● ಪುತ್ತೂರು: ಸಮಾಜದ ಸುಸ್ಥಿರ ಬೆಳವಣಿಗೆಗೆ ಪದವೀಧರರಲ್ಲಿ ಸಾಮಾಜಿಕ ಮೌಲ್ಯಗಳ ಅರಿವು ಅಗತ್ಯ ಎಂದು ಅಭಿಪ್ರಾಯಪಟ್ಟರು. ವಿವೇಕಾನಂದ ಕಾಲೇಜಿನ ಪದವಿ ಹಾಗೂ ಸ್ನಾತಕೋತ್ತರ ಪದವಿ ಪ್ರದಾನ ಸಮಾರಂಭ 'ಸಪ್ತಪರ್ಣೋತ್ಸವ' ಕಾರ್ಯಕ್ರಮದಲ್ಲಿ ಅವರು ಮಾತನಾಡಿದರು. ಶಿಕ್ಷಣವು ಕೇವಲ ಉದ್ಯೋಗಕ್ಕಾಗಿ ಅಲ್ಲ, ಸಮಾಜಮುಖಿ ಬದುಕಿಗೆ ದಾರಿದೀಪವಾಗಬೇಕು ಎಂದರು. ಕಾರ್ಯಕ್ರಮದಲ್ಲಿ 2024-25ರ ಶೈಕ್ಷಣಿಕ ಸಾಲಿನ ಹಾಗೂ 2023-2024ನೇ ಸಾಲಿನ ಪದವೀಧರರಿಗೆ ಪದವಿ ಪ್ರದಾನ ಮಾಡಲಾಯಿತು. ರ‍್ಯಾಂಕ್ ವಿಜೇತರನ್ನು ಸನ್ಮಾನಿಸಲಾಯಿತು. bbox=[194, 370, 334, 600]
yakshagana-line-3: 3. ಮೂರನೇ ಮೇಳ - ಶ್ರೀ ದೇವಿ ಲಲಿತೋಪಾಖ್ಯಾನ bbox=[16, 692, 114, 700]
yakshagana-line-5: 5. ಐದನೇ ಮೇಳ - ಮಹಿಷಾಸುರ ಮರ್ದಿನಿ bbox=[16, 713, 99, 721]
brief-title: ಕಿರುಸುದ್ದಿ bbox=[42, 63, 92, 83]
temple-body-1: : ದಾಸನಾಡಿ ಶ್ರೀ ವೆಂಕಟರಮಣ ದೇವಸ್ಥಾನದ ನೂತನ ರಾಜಗೋಪುರ ಲೋಕಾರ್ಪಣೆ ಸಮಾರಂಭ ವಿಜೃಂಭಣೆಯಿಂದ ನೆರವೇರಿತು. ಬೆಳಗ್ಗೆ ಗಣಪತಿ ಹೋಮ, ಕಲಶಾಭಿಷೇಕ, ಧ್ವಜಾರೋಹಣ ನಡೆಯಿತು. bbox=[194, 636, 276, 696]
bottom-right-title: ಬ್ಯಾರಿ ಕಲಾವಿದರ, ಪ್ರಶಸ್ತಿ ವಿತರಣೆ 'ಶಿಬಿರ ಚೇತನ' ಕೊಪ್ಪ ಕಲಾವಿದ 'ರಂಗೋತ್ಸವ-2026' bbox=[790, 874, 930, 896]
flame-logo-icon bbox=[18, 17, 40, 39]
newspaper-title: ಹೊಸ ದಿಗಂತ bbox=[45, 13, 131, 35]
main-dateline: ಪುತ್ತೂರು bbox=[206, 371, 225, 379]
yakshagana-line-6: 6. ಆರನೇ ಮೇಳ - ಶ್ರೀ ದೇವಿ ಮಹಾತ್ಮೆ bbox=[16, 723, 90, 731]
brief-header bbox=[10, 61, 186, 91]
main-side-box bbox=[807, 370, 935, 600]
rail-headline[interactable]: ಪಂಚಗಂಗಾ ರೈಲು ವಿಳಂಬ: ಆಕ್ರೋಶ bbox=[576, 78, 794, 100]
bottom-right-body-2: ಕುಮಾರ್, ರಂಗ ಸ್ವರೂಪ ಕಾರ್ಯದರ್ಶಿ ಸುಧೀರ್ ಶೆಟ್ಟಿ, ಕಲಾವಿದ ರಾಜೇಶ್, ಮಾಧವ ಶೆಟ್ಟಿ ಮತ್ತಿತರರು ಉಪಸ್ಥಿತರಿದ್ದರು. bbox=[785, 964, 935, 983]
main-photo bbox=[342, 370, 799, 522]
quote-icon bbox=[342, 557, 360, 575]
pull-quote-role: ಅಧ್ಯಕ್ಷರು, ವಿವೇಕಾನಂದ ವಿದ್ಯಾವರ್ಧಕ ಸಂಘ bbox=[399, 582, 488, 590]
main-kicker: ವಿವೇಕಾನಂದ ಕಾಲೇಜಿನಲ್ಲಿ ಪದವಿ–ಸ್ನಾತಕೋತ್ತರ ಪದವಿ ಪ್ರದಾನ ಸಮಾರಂಭ 'ಸಪ್ತಪರ್ಣೋತ್ಸವ' bbox=[401, 319, 728, 332]
rail-story: ದೈನಂದಿನ ಕೆಲಸ ಕಾರ್ಯಗಳಿಗೆ ಹೋಗುವವರು ಹೈರಾಣು ಪಂಚಗಂಗಾ ರೈಲು ವಿಳಂಬ: ಆಕ್ರೋಶ ● ಕುಂದಾಪುರ: ಕರಾವಳಿ ಕರ್ನಾಟಕದ ಜನತೆಗೆ ಪ್ರಮುಖ ಸಂಪರ್ಕ ಕೊಂಡಿಯಾಗಿರುವ ಪಂಚಗಂಗಾ ಎಕ್ಸ್‌ಪ್ರೆಸ್ ರೈಲು ಪ್ರತಿದಿನ ವಿಳಂಬವಾಗಿ ಸಂಚರಿಸುತ್ತಿರುವುದರಿಂದ ಪ್ರಯಾಣಿಕರು ತೀವ್ರ ಆಕ್ರೋಶ ವ್ಯಕ್ತಪಡಿಸಿದ್ದಾರೆ. ದೈನಂದಿನ ಕೆಲಸ ಕಾರ್ಯಗಳಿಗೆ ತೆರಳುವ ಉದ್ಯೋಗಿಗಳು, ವಿದ್ಯಾರ್ಥಿಗಳು ಹಾಗೂ ವ್ಯಾಪಾರಿಗಳು ಸಮಯಕ್ಕೆ ಸರಿಯಾಗಿ ತಲುಪಲು ಸಾಧ್ಯವಾಗದೇ ಪರದಾಡುವಂತಾಗಿದೆ. ಬೆಳಗ್ಗಿನ ಜಾವ 6.33 ಕ್ಕೆ ಕುಂದಾಪುರ ನಿಲ್ದಾಣಕ್ಕೆ ಬರಬೇಕಾದ ರೈಲು ಹಲವು ಬಾರಿ ಒಂದೂವರೆ ಗಂಟೆಗೂ ಹೆಚ್ಚು ವಿಳಂಬವಾಗಿ ಬರುತ್ತಿದೆ. ಈ ಕುರಿತು ರೈಲ್ವೆ ಇಲಾಖೆಗೆ ಹಲವು ಬಾರಿ ಮನವಿ ಸಲ್ಲಿಸಿದರೂ ಯಾವುದೇ ಪ್ರಯೋಜನವಾಗಿಲ್ಲ ಎಂದು ಪ್ರಯಾಣಿಕರು ದೂರಿದ್ದಾರೆ. ಒಂದು ವೇಳೆಗೆ ಉಂಟಾಗಿದೆ. ನಿಲ್ದಾಣದ ಹೊರಗೆ ಕಾಯುವ ಪ್ರಯಾಣಿಕರಿಗೆ ಸೂಕ್ತ ಆಸನ ವ್ಯವಸ್ಥೆ ಹಾಗೂ ಕುಡಿಯುವ ನೀರಿನ ವ್ಯವಸ್ಥೆಯೂ ಇಲ್ಲ ಎಂಬ ದೂರುಗಳಿವೆ. ರೈಲಿನ ಸಮಯ ಪಾಲನೆ ಖಚಿತಪಡಿಸಲು ಅಧಿಕಾರಿಗಳು ಕೂಡಲೇ ಕ್ರಮ ಕೈಗೊಳ್ಳಬೇಕು ಎಂಬುದು ಪ್ರಯಾಣಿಕರ ಆಗ್ರಹ. ಸಮಸ್ಯೆ ಪರಿಹಾರಕ್ಕೆ ಸಂಬಂಧಪಟ್ಟ ಅಧಿಕಾರಿಗಳ ಗಮನಕ್ಕೆ ತರಲಾಗುವುದು. ಸಂಸದರ ಮೂಲಕ ರೈಲ್ವೆ ಸಚಿವಾಲಯಕ್ಕೆ ಮನವಿ ಸಲ್ಲಿಸಲಾಗುವುದು ಎಂದು ಪ್ರಯಾಣಿಕರ ಸಂಘದ ಪದಾಧಿಕಾರಿಗಳು ತಿಳಿಸಿದ್ದಾರೆ. bbox=[567, 61, 935, 304]
kalasha-kicker: ಎ.22ರಿಂದ 25ರ ತನಕ ಕೋಣಿಯಾನ ಶ್ರೀ ಬ್ರಹ್ಮ ಬೈದರ್ಕಳ ಗರಡಿ ಕ್ಷೇತ್ರದಲ್ಲಿ ಪ್ರತಿಷ್ಠಾ ಕಲಶೋತ್ಸವ, ನೇಮೋತ್ಸವ bbox=[573, 613, 898, 625]
temple-headline[interactable]: ದಾಸನಾಡಿ ಶ್ರೀ ವೆಂಕಟರಮಣ ದೇವರ: ನೂತನ ರಾಜಗೋಪುರ ಲೋಕಾರ್ಪಣೆ bbox=[198, 612, 552, 630]
yakshagana-panel bbox=[10, 615, 186, 823]
bottom-photo bbox=[344, 874, 769, 994]
main-body-5: ವೇದಿಕೆಯಲ್ಲಿ ಉಪಸ್ಥಿತರಿದ್ದ ಗಣ್ಯರು ವಿದ್ಯಾರ್ಥಿಗಳಿಗೆ ಭವಿಷ್ಯದ ಬದುಕಿಗೆ ಮಾರ್ಗದರ್ಶನ ನೀಡಿದರು. ಕೊನೆಯಲ್ಲಿ ವಂದನಾರ್ಪಣೆ ನಡೆಯಿತು. bbox=[574, 551, 799, 570]
yakshagana-group-4-name: ಶ್ರೀ ದೇವಿ ಮಹಾತ್ಮೆ bbox=[80, 809, 116, 817]
bottom-kicker: ರಂಗ ಸ್ವರೂಪದ 'ರಂಗೋತ್ಸವ' ಮಕ್ಕಳ ಬೇಸಿಗೆ ತಿಬಿರ ಸಮಾರೋಪ ಹಾಗೂ ಪ್ರಶಸ್ತಿ ಪ್ರದಾನ ಸಮಾರಂಭ bbox=[392, 827, 737, 840]
